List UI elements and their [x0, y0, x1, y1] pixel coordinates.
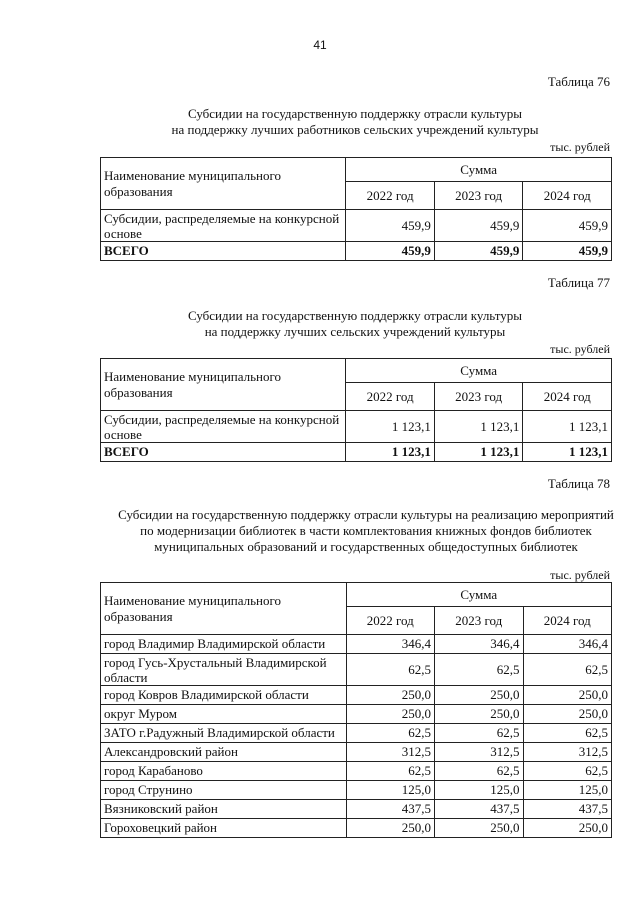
total-name: ВСЕГО [101, 443, 346, 462]
row-name: город Владимир Владимирской области [101, 635, 347, 654]
header-year: 2024 год [523, 607, 612, 635]
header-sum: Сумма [346, 359, 612, 383]
cell-value: 459,9 [346, 210, 435, 242]
header-year: 2024 год [523, 383, 612, 411]
table-77 [100, 358, 612, 462]
table-row [101, 705, 612, 724]
table-78-label: Таблица 78 [547, 476, 610, 491]
table-row [101, 762, 612, 781]
cell-value: 125,0 [523, 781, 612, 800]
cell-value: 62,5 [435, 724, 523, 743]
table-row [101, 411, 612, 443]
header-year: 2022 год [346, 182, 435, 210]
row-name: город Ковров Владимирской области [101, 686, 347, 705]
page-number: 41 [313, 38, 327, 52]
row-name: Субсидии, распределяемые на конкурсной основе [101, 210, 346, 242]
cell-value: 1 123,1 [346, 411, 435, 443]
cell-value: 1 123,1 [523, 411, 612, 443]
total-row [101, 242, 612, 261]
header-year: 2023 год [434, 182, 523, 210]
row-name: Субсидии, распределяемые на конкурсной основе [101, 411, 346, 443]
cell-value: 250,0 [523, 686, 612, 705]
table-row [101, 743, 612, 762]
table-row [101, 210, 612, 242]
cell-value: 62,5 [523, 654, 612, 686]
cell-value: 346,4 [523, 635, 612, 654]
table-78-units: тыс. рублей [550, 568, 610, 582]
title-line: Субсидии на государственную поддержку отрасли культуры [187, 106, 522, 121]
table-76 [100, 157, 612, 261]
table-76-label: Таблица 76 [547, 74, 610, 89]
header-year: 2024 год [523, 182, 612, 210]
table-row [101, 635, 612, 654]
table-76-units: тыс. рублей [550, 140, 610, 154]
title-line: на поддержку лучших сельских учреждений культуры [204, 324, 506, 339]
row-name: Вязниковский район [101, 800, 347, 819]
table-77-units: тыс. рублей [550, 342, 610, 356]
header-sum: Сумма [346, 583, 611, 607]
header-year: 2023 год [435, 607, 523, 635]
row-name: округ Муром [101, 705, 347, 724]
cell-value: 250,0 [435, 819, 523, 838]
total-name: ВСЕГО [101, 242, 346, 261]
cell-value: 437,5 [523, 800, 612, 819]
cell-value: 459,9 [523, 242, 612, 261]
title-line: Субсидии на государственную поддержку отрасли культуры [187, 308, 522, 323]
header-year: 2022 год [346, 383, 435, 411]
row-name: Александровский район [101, 743, 347, 762]
cell-value: 125,0 [435, 781, 523, 800]
cell-value: 62,5 [523, 762, 612, 781]
cell-value: 437,5 [346, 800, 434, 819]
cell-value: 312,5 [523, 743, 612, 762]
cell-value: 1 123,1 [434, 411, 523, 443]
table-row [101, 781, 612, 800]
cell-value: 62,5 [346, 654, 434, 686]
row-name: город Карабаново [101, 762, 347, 781]
cell-value: 62,5 [346, 724, 434, 743]
cell-value: 62,5 [523, 724, 612, 743]
table-row [101, 686, 612, 705]
total-row [101, 443, 612, 462]
table-row [101, 724, 612, 743]
header-year: 2023 год [434, 383, 523, 411]
cell-value: 125,0 [346, 781, 434, 800]
cell-value: 459,9 [346, 242, 435, 261]
table-row [101, 654, 612, 686]
cell-value: 1 123,1 [523, 443, 612, 462]
table-row [101, 800, 612, 819]
cell-value: 250,0 [346, 686, 434, 705]
table-77-title [95, 308, 615, 340]
cell-value: 1 123,1 [434, 443, 523, 462]
cell-value: 312,5 [346, 743, 434, 762]
cell-value: 62,5 [346, 762, 434, 781]
cell-value: 250,0 [346, 819, 434, 838]
header-name: Наименование муниципального образования [101, 359, 346, 411]
cell-value: 459,9 [434, 210, 523, 242]
title-line: по модернизации библиотек в части комплектования книжных фондов библиотек [140, 523, 592, 538]
cell-value: 250,0 [523, 819, 612, 838]
cell-value: 62,5 [435, 762, 523, 781]
cell-value: 312,5 [435, 743, 523, 762]
cell-value: 346,4 [435, 635, 523, 654]
header-sum: Сумма [346, 158, 612, 182]
row-name: ЗАТО г.Радужный Владимирской области [101, 724, 347, 743]
table-78-title [92, 507, 640, 555]
table-76-title [95, 106, 615, 138]
cell-value: 62,5 [435, 654, 523, 686]
table-77-label: Таблица 77 [547, 275, 610, 290]
cell-value: 459,9 [434, 242, 523, 261]
title-line: Субсидии на государственную поддержку отрасли культуры на реализацию мероприятий [118, 507, 614, 522]
header-year: 2022 год [346, 607, 434, 635]
row-name: город Гусь-Хрустальный Владимирской области [101, 654, 347, 686]
cell-value: 346,4 [346, 635, 434, 654]
table-row [101, 819, 612, 838]
title-line: на поддержку лучших работников сельских учреждений культуры [171, 122, 539, 137]
table-78 [100, 582, 612, 838]
row-name: Гороховецкий район [101, 819, 347, 838]
cell-value: 459,9 [523, 210, 612, 242]
header-name: Наименование муниципального образования [101, 583, 347, 635]
cell-value: 437,5 [435, 800, 523, 819]
cell-value: 250,0 [346, 705, 434, 724]
title-line: муниципальных образований и государственных общедоступных библиотек [154, 539, 578, 554]
cell-value: 250,0 [435, 686, 523, 705]
row-name: город Струнино [101, 781, 347, 800]
cell-value: 250,0 [435, 705, 523, 724]
header-name: Наименование муниципального образования [101, 158, 346, 210]
cell-value: 250,0 [523, 705, 612, 724]
cell-value: 1 123,1 [346, 443, 435, 462]
